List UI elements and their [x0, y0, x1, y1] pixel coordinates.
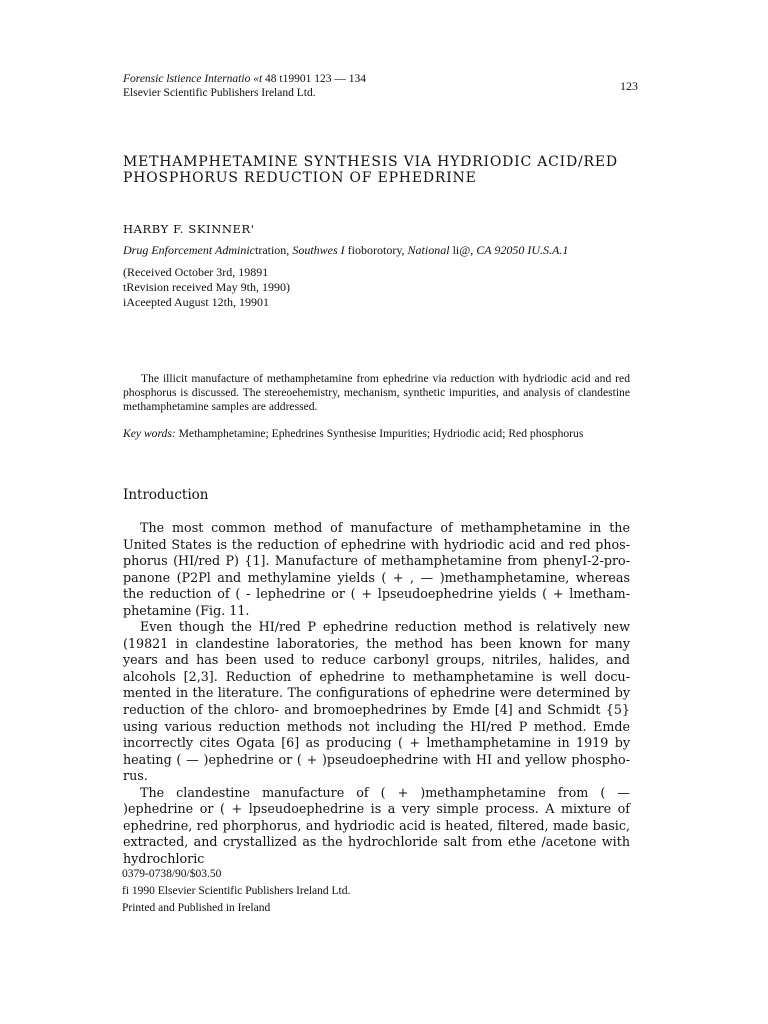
author-affiliation: Drug Enforcement Adminictration, Southwes I fioborotory, National li@, CA 92050 IU.S.A.1 [123, 243, 569, 257]
page-number: 123 [620, 79, 638, 93]
journal-name: Forensic lstience Internatio «t [123, 73, 263, 85]
body-paragraph: Even though the HI/red P ephedrine reduction method is relatively new (19821 in clandestine laboratories, the method has been known for many years and has been used to reduce carbonyl groups, nitriles, halides, and alcohols [2,3]. Reduction of ephedrine to methamphetamine is well documented in the literature. The configurations of ephedrine were determined by reduction of the chloro- and bromoephedrines by Emde [4] and Schmidt {5} using various reduction methods not including the HI/red P method. Emde incorrectly cites Ogata [6] as producing ( + lmethamphetamine in 1919 by heating ( — )ephedrine or ( + )pseudoephedrine with HI and yellow phosphorus. [123, 619, 630, 784]
introduction-body [123, 520, 630, 867]
journal-volume-pages: 48 t19901 123 — 134 [262, 73, 366, 85]
article-title-line-1: METHAMPHETAMINE SYNTHESIS VIA HYDRIODIC ACID/RED [123, 154, 618, 170]
received-date: (Received October 3rd, 19891 [123, 265, 269, 279]
footer-notes [122, 866, 350, 917]
body-paragraph: The most common method of manufacture of methamphetamine in the United States is the reduction of ephedrine with hydriodic acid and red phosphorus (HI/red P) {1]. Manufacture of methamphetamine from phenyI-2-propanone (P2Pl and methylamine yields ( + , — )methamphetamine, whereas the reduction of ( - lephedrine or ( + lpseudoephedrine yields ( + lmethamphetamine (Fig. 11. [123, 520, 630, 618]
article-dates [123, 265, 290, 309]
printed-line: Printed and Published in Ireland [122, 902, 271, 914]
author-name: HARBY F. SKINNER' [123, 222, 255, 236]
abstract: The illicit manufacture of methamphetamine from ephedrine via reduction with hydriodic acid and red phosphorus is discussed. The stereoehemistry, mechanism, synthetic impurities, and analysis of clandestine methamphetamine samples are addressed. [123, 372, 630, 414]
article-title [123, 154, 643, 186]
keywords-list: Methamphetamine; Ephedrines Synthesise Impurities; Hydriodic acid; Red phosphorus [175, 427, 584, 440]
issn-price-code: 0379-0738/90/$03.50 [122, 868, 222, 880]
revision-date: tRevision received May 9th, 1990) [123, 279, 290, 294]
journal-citation [123, 72, 366, 86]
accepted-date: iAceepted August 12th, 19901 [123, 294, 269, 309]
body-paragraph: The clandestine manufacture of ( + )methamphetamine from ( — )ephedrine or ( + lpseudoephedrine is a very simple process. A mixture of ephedrine, red phorphorus, and hydriodic acid is heated, filtered, made basic, extracted, and crystallized as the hydrochloride salt from ethe /acetone with hydrochloric [123, 784, 630, 866]
publisher-line: Elsevier Scientific Publishers Ireland Ltd. [123, 87, 316, 99]
keywords [123, 427, 616, 441]
section-heading-introduction: Introduction [123, 487, 209, 503]
keywords-label: Key words: [123, 427, 176, 440]
copyright-line: fi 1990 Elsevier Scientific Publishers Ireland Ltd. [122, 885, 351, 897]
article-title-line-2: PHOSPHORUS REDUCTION OF EPHEDRINE [123, 170, 477, 186]
